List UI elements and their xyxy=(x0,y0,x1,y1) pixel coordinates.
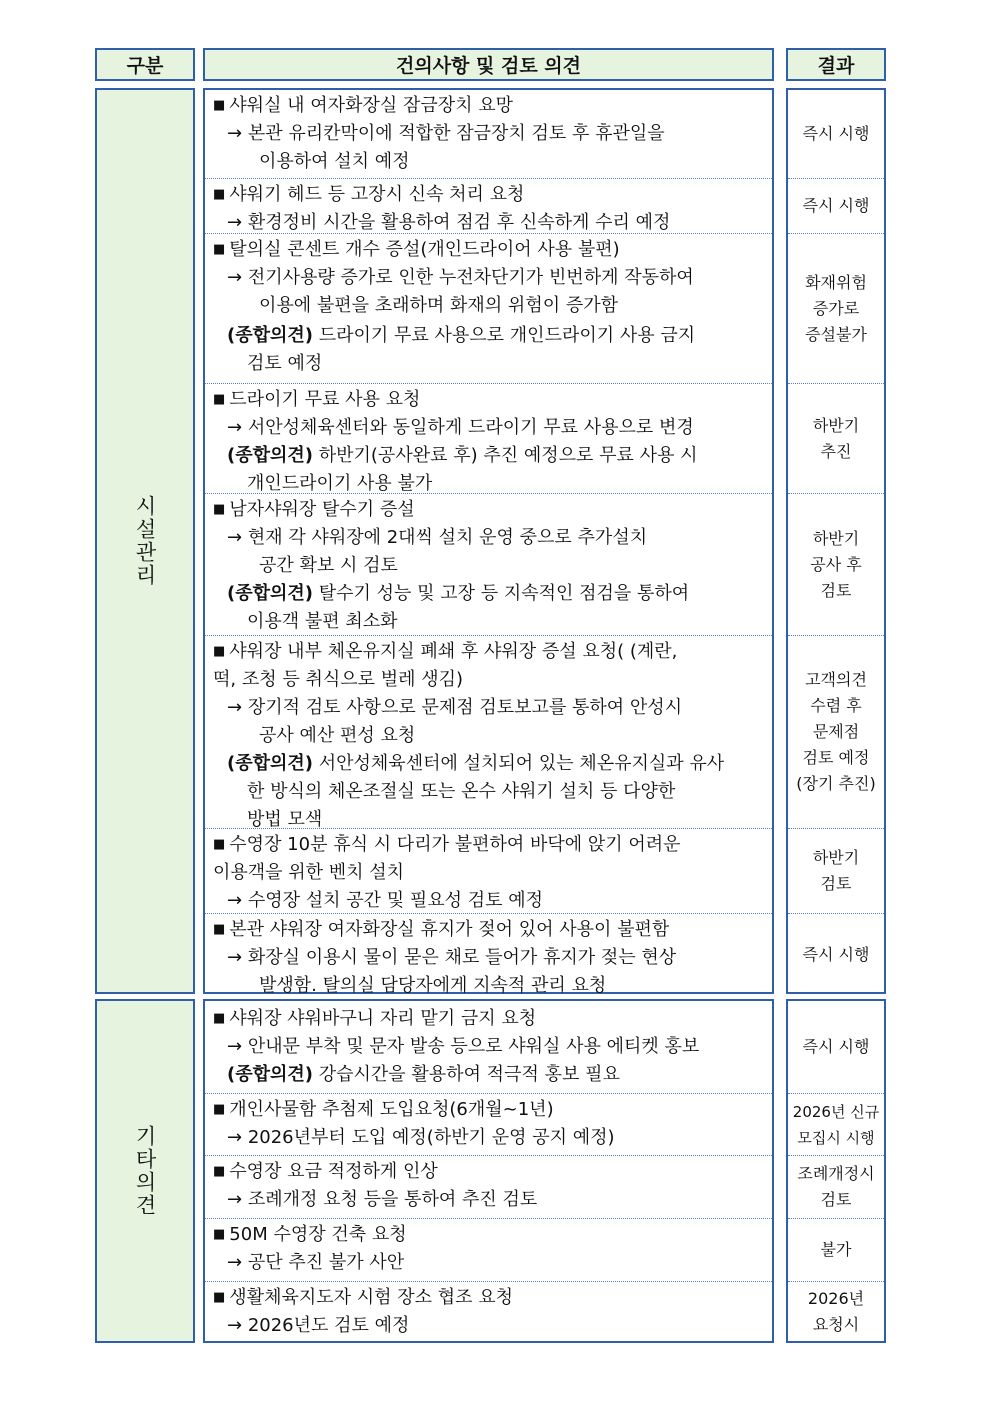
list-item: ■ 샤워실 내 여자화장실 잠금장치 요망 → 본관 유리칸막이에 적합한 잠금장치 검토 후 휴관일을 이용하여 설치 예정 xyxy=(213,95,665,172)
result-cell: 즉시 시행 xyxy=(802,1037,870,1056)
header-category: 구분 xyxy=(95,48,195,81)
facility-result-box xyxy=(786,88,886,994)
arrow-icon: → xyxy=(227,1189,243,1210)
result-cell: 즉시 시행 xyxy=(802,124,870,143)
bullet-icon: ■ xyxy=(213,1290,226,1305)
list-item: ■ 샤워기 헤드 등 고장시 신속 처리 요청 → 환경정비 시간을 활용하여 점검 후 신속하게 수리 예정 xyxy=(205,178,772,233)
result-cell: 즉시 시행 xyxy=(788,178,884,233)
arrow-icon: → xyxy=(227,123,243,144)
list-item: ■ 남자샤워장 탈수기 증설 → 현재 각 샤워장에 2대씩 설치 운영 중으로 추가설치 공간 확보 시 검토 (종합의견) 탈수기 성능 및 고장 등 지속적인 점검을 통하여 이용객 불편 최소화 xyxy=(205,493,772,635)
result-cell: 고객의견 수렴 후 문제점 검토 예정 (장기 추진) xyxy=(788,635,884,828)
bullet-icon: ■ xyxy=(213,392,226,407)
bullet-icon: ■ xyxy=(213,837,226,852)
bullet-icon: ■ xyxy=(213,187,226,202)
arrow-icon: → xyxy=(227,1127,243,1148)
bullet-icon: ■ xyxy=(213,1227,226,1242)
bullet-icon: ■ xyxy=(213,1164,226,1179)
result-cell: 조례개정시 검토 xyxy=(788,1155,884,1218)
bullet-icon: ■ xyxy=(213,242,226,257)
bullet-icon: ■ xyxy=(213,502,226,517)
arrow-icon: → xyxy=(227,527,243,548)
other-content-box xyxy=(203,999,774,1343)
bullet-icon: ■ xyxy=(213,98,226,113)
arrow-icon: → xyxy=(227,697,243,718)
category-other: 기타의견 xyxy=(95,999,195,1343)
arrow-icon: → xyxy=(227,212,243,233)
arrow-icon: → xyxy=(227,1252,243,1273)
list-item: ■ 개인사물함 추첨제 도입요청(6개월~1년) → 2026년부터 도입 예정(하반기 운영 공지 예정) xyxy=(205,1093,772,1155)
list-item: ■ 샤워장 내부 체온유지실 폐쇄 후 샤워장 증설 요청( (계란, 떡, 조청 등 취식으로 벌레 생김) → 장기적 검토 사항으로 문제점 검토보고를 통하여 안성시 공사 예산 편성 요청 (종합의견) 서안성체육센터에 설치되어 있는 체온유지실과 유사 한 방식의 체온조절실 또는 온수 샤워기 설치 등 다양한 방법 모색 xyxy=(205,635,772,828)
header-content: 건의사항 및 검토 의견 xyxy=(203,48,774,81)
result-cell: 불가 xyxy=(788,1218,884,1281)
facility-content-box xyxy=(203,88,774,994)
result-cell: 하반기 검토 xyxy=(788,828,884,913)
list-item: ■ 수영장 10분 휴식 시 다리가 불편하여 바닥에 앉기 어려운 이용객을 위한 벤치 설치 → 수영장 설치 공간 및 필요성 검토 예정 xyxy=(205,828,772,913)
bullet-icon: ■ xyxy=(213,1011,226,1026)
result-cell: 2026년 요청시 xyxy=(788,1281,884,1341)
arrow-icon: → xyxy=(227,890,243,911)
list-item: ■ 생활체육지도자 시험 장소 협조 요청 → 2026년도 검토 예정 xyxy=(205,1281,772,1341)
result-cell: 화재위험 증가로 증설불가 xyxy=(788,233,884,383)
list-item: ■ 50M 수영장 건축 요청 → 공단 추진 불가 사안 xyxy=(205,1218,772,1281)
list-item: ■ 탈의실 콘센트 개수 증설(개인드라이어 사용 불편) → 전기사용량 증가로 인한 누전차단기가 빈번하게 작동하여 이용에 불편을 초래하며 화재의 위험이 증가함 (종합의견) 드라이기 무료 사용으로 개인드라이기 사용 금지 검토 예정 xyxy=(205,233,772,383)
result-cell: 즉시 시행 xyxy=(788,913,884,996)
arrow-icon: → xyxy=(227,267,243,288)
other-result-box xyxy=(786,999,886,1343)
arrow-icon: → xyxy=(227,1315,243,1336)
header-result: 결과 xyxy=(786,48,886,81)
bullet-icon: ■ xyxy=(213,922,226,937)
list-item: ■ 수영장 요금 적정하게 인상 → 조례개정 요청 등을 통하여 추진 검토 xyxy=(205,1155,772,1218)
list-item: ■ 본관 샤워장 여자화장실 휴지가 젖어 있어 사용이 불편함 → 화장실 이용시 물이 묻은 채로 들어가 휴지가 젖는 현상 발생함. 탈의실 담당자에게 지속적 관리 요청 xyxy=(205,913,772,996)
result-cell: 2026년 신규 모집시 시행 xyxy=(788,1093,884,1155)
bullet-icon: ■ xyxy=(213,644,226,659)
result-cell: 하반기 공사 후 검토 xyxy=(788,493,884,635)
result-cell: 하반기 추진 xyxy=(788,383,884,493)
arrow-icon: → xyxy=(227,1036,243,1057)
arrow-icon: → xyxy=(227,417,243,438)
category-facility: 시설관리 xyxy=(95,88,195,994)
list-item: ■ 드라이기 무료 사용 요청 → 서안성체육센터와 동일하게 드라이기 무료 사용으로 변경 (종합의견) 하반기(공사완료 후) 추진 예정으로 무료 사용 시 개인드라이기 사용 불가 xyxy=(205,383,772,493)
list-item: ■ 샤워장 샤워바구니 자리 맡기 금지 요청 → 안내문 부착 및 문자 발송 등으로 샤워실 사용 에티켓 홍보 (종합의견) 강습시간을 활용하여 적극적 홍보 필요 xyxy=(213,1008,700,1085)
bullet-icon: ■ xyxy=(213,1102,226,1117)
arrow-icon: → xyxy=(227,947,243,968)
